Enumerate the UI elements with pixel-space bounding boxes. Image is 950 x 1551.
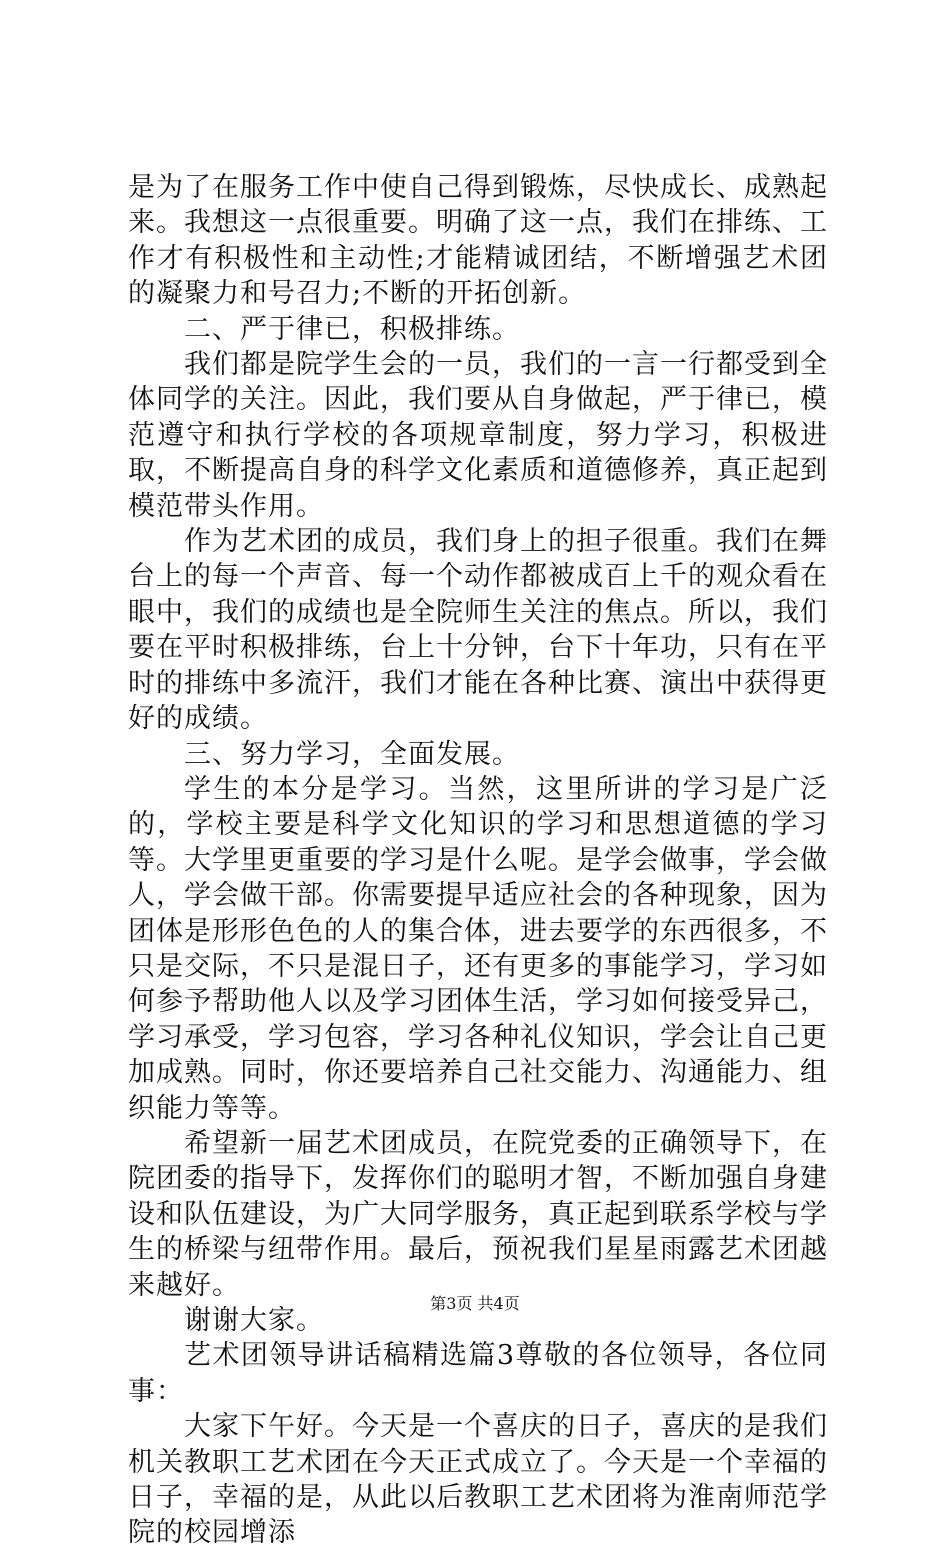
paragraph: 学生的本分是学习。当然，这里所讲的学习是广泛的，学校主要是科学文化知识的学习和思想道德的学习等。大学里更重要的学习是什么呢。是学会做事，学会做人，学会做干部。你需要提早适应社会的各种现象，因为团体是形形色色的人的集合体，进去要学的东西很多，不只是交际，不只是混日子，还有更多的事能学习，学习如何参予帮助他人以及学习团体生活，学习如何接受异己，学习承受，学习包容，学习各种礼仪知识，学会让自己更加成熟。同时，你还要培养自己社交能力、沟通能力、组织能力等等。 <box>128 773 828 1124</box>
paragraph: 我们都是院学生会的一员，我们的一言一行都受到全体同学的关注。因此，我们要从自身做起，严于律已，模范遵守和执行学校的各项规章制度，努力学习，积极进取，不断提高自身的科学文化素质和道德修养，真正起到模范带头作用。 <box>128 349 828 522</box>
new-section-title: 艺术团领导讲话稿精选篇3尊敬的各位领导，各位同事： <box>128 1340 828 1407</box>
paragraph: 大家下午好。今天是一个喜庆的日子，喜庆的是我们机关教职工艺术团在今天正式成立了。今天是一个幸福的日子，幸福的是，从此以后教职工艺术团将为淮南师范学院的校园增添 <box>128 1411 828 1549</box>
closing-line: 谢谢大家。 <box>184 1305 324 1336</box>
section-heading-3: 三、努力学习，全面发展。 <box>184 738 520 770</box>
paragraph: 作为艺术团的成员，我们身上的担子很重。我们在舞台上的每一个声音、每一个动作都被成百上千的观众看在眼中，我们的成绩也是全院师生关注的焦点。所以，我们要在平时积极排练，台上十分钟，台下十年功，只有在平时的排练中多流汗，我们才能在各种比赛、演出中获得更好的成绩。 <box>128 526 828 735</box>
page-footer: 第3页 共4页 <box>430 1294 520 1313</box>
section-heading-2: 二、严于律已，积极排练。 <box>184 313 520 345</box>
paragraph-continuation: 是为了在服务工作中使自己得到锻炼，尽快成长、成熟起来。我想这一点很重要。明确了这一点，我们在排练、工作才有积极性和主动性;才能精诚团结，不断增强艺术团的凝聚力和号召力;不断的开拓创新。 <box>128 172 828 310</box>
paragraph: 希望新一届艺术团成员，在院党委的正确领导下，在院团委的指导下，发挥你们的聪明才智，不断加强自身建设和队伍建设，为广大同学服务，真正起到联系学校与学生的桥梁与纽带作用。最后，预祝我们星星雨露艺术团越来越好。 <box>128 1127 828 1301</box>
